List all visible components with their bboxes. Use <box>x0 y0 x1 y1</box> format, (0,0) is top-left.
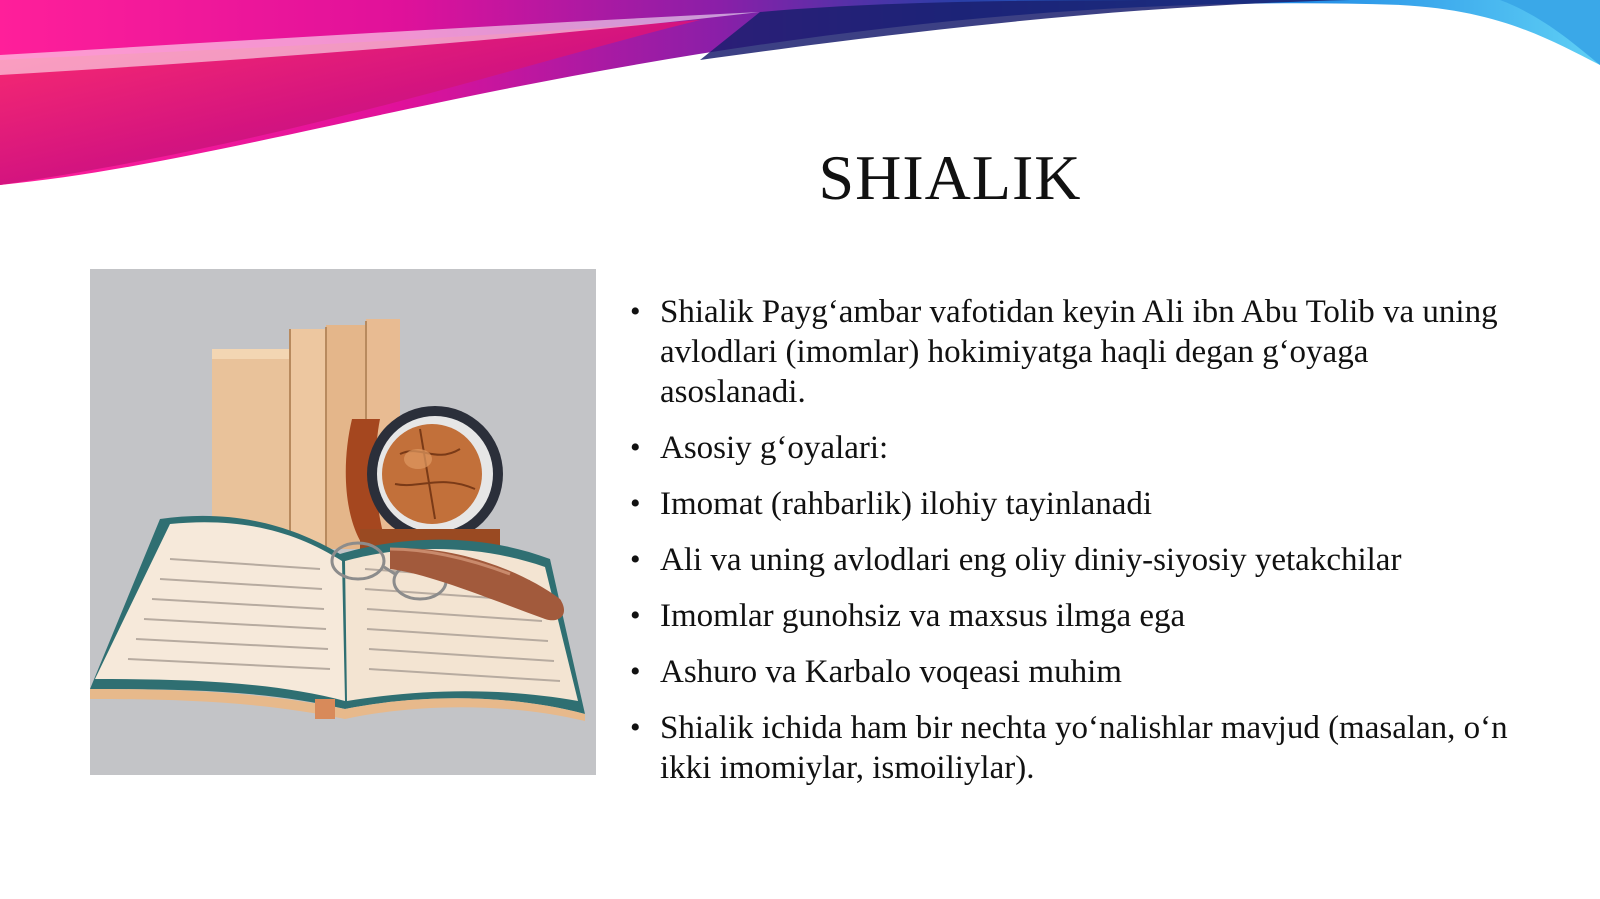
bullet-list <box>630 292 1510 804</box>
illustration-photo <box>90 269 596 775</box>
open-book-with-globe-icon <box>90 269 596 775</box>
book-spine-2 <box>290 329 326 549</box>
bullet-item: • Asosiy g‘oyalari: <box>630 428 1510 468</box>
slide-title: SHIALIK <box>818 142 1082 213</box>
bullet-item: • Shialik ichida ham bir nechta yo‘nalishlar mavjud (masalan, o‘n ikki imomiylar, ismoiliylar). <box>630 708 1510 788</box>
bullet-item: • Ali va uning avlodlari eng oliy diniy-siyosiy yetakchilar <box>630 540 1510 580</box>
globe <box>382 424 482 524</box>
bullet-item: • Imomlar gunohsiz va maxsus ilmga ega <box>630 596 1510 636</box>
bullet-item: • Ashuro va Karbalo voqeasi muhim <box>630 652 1510 692</box>
bullet-item: • Imomat (rahbarlik) ilohiy tayinlanadi <box>630 484 1510 524</box>
bullet-item: • Shialik Payg‘ambar vafotidan keyin Ali ibn Abu Tolib va uning avlodlari (imomlar) hokimiyatga haqli degan g‘oyaga asoslanadi. <box>630 292 1510 412</box>
